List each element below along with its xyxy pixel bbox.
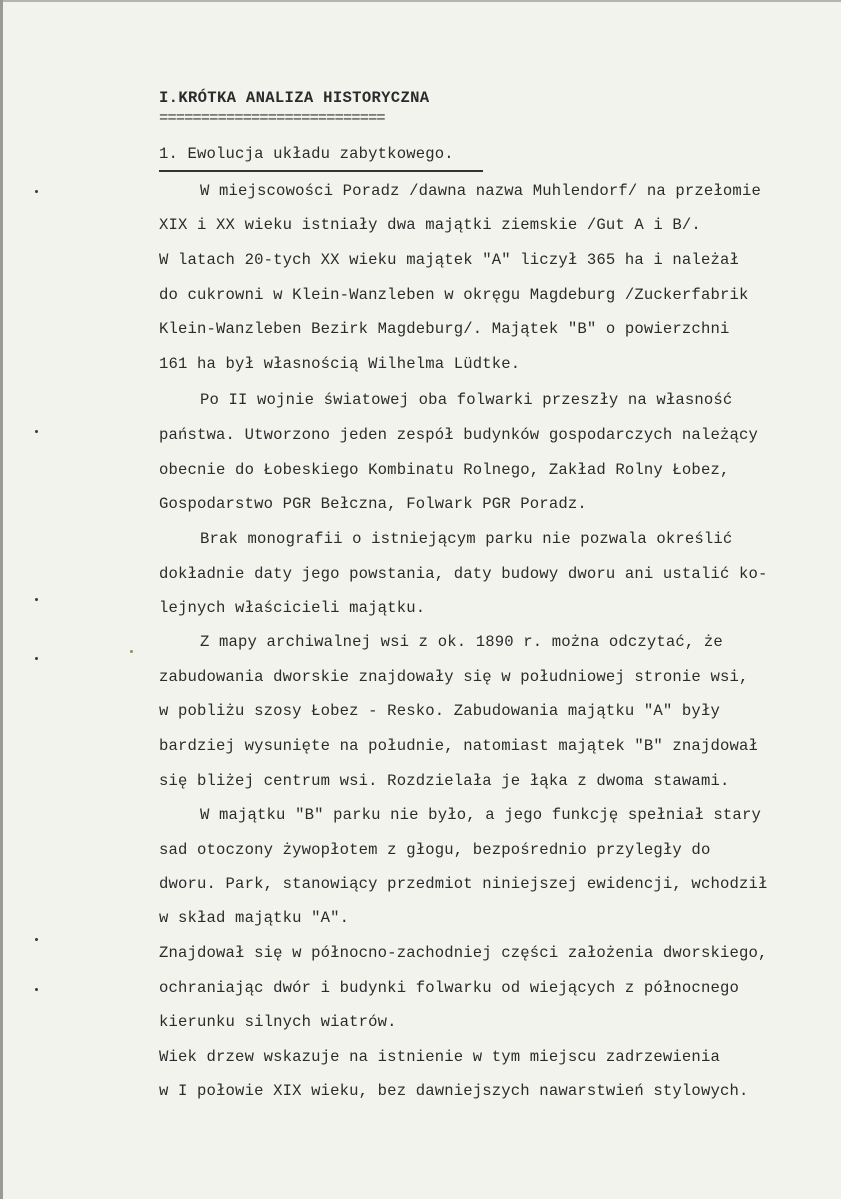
section-heading: I.KRÓTKA ANALIZA HISTORYCZNA xyxy=(159,89,430,107)
text-line: Klein-Wanzleben Bezirk Magdeburg/. Majątek "B" o powierzchni xyxy=(159,320,730,338)
margin-speck xyxy=(35,657,38,660)
text-line: państwa. Utworzono jeden zespół budynków gospodarczych należący xyxy=(159,426,758,444)
margin-speck xyxy=(35,938,38,941)
text-line: ochraniając dwór i budynki folwarku od wiejących z północnego xyxy=(159,979,739,997)
text-line: W miejscowości Poradz /dawna nazwa Muhlendorf/ na przełomie xyxy=(200,182,761,200)
text-line: Gospodarstwo PGR Bełczna, Folwark PGR Poradz. xyxy=(159,495,587,513)
text-line: W latach 20-tych XX wieku majątek "A" liczył 365 ha i należał xyxy=(159,251,739,269)
text-line: Znajdował się w północno-zachodniej części założenia dworskiego, xyxy=(159,944,768,962)
text-line: się bliżej centrum wsi. Rozdzielała je łąka z dwoma stawami. xyxy=(159,772,730,790)
text-line: lejnych właścicieli majątku. xyxy=(159,599,426,617)
text-line: do cukrowni w Klein-Wanzleben w okręgu Magdeburg /Zuckerfabrik xyxy=(159,286,749,304)
text-line: zabudowania dworskie znajdowały się w południowej stronie wsi, xyxy=(159,668,749,686)
margin-speck xyxy=(35,598,38,601)
text-line: W majątku "B" parku nie było, a jego funkcję spełniał stary xyxy=(200,806,761,824)
margin-speck xyxy=(130,650,133,653)
text-line: Brak monografii o istniejącym parku nie pozwala określić xyxy=(200,530,733,548)
heading-double-rule: =========================== xyxy=(159,109,385,127)
text-line: bardziej wysunięte na południe, natomiast majątek "B" znajdował xyxy=(159,737,758,755)
text-line: XIX i XX wieku istniały dwa majątki ziemskie /Gut A i B/. xyxy=(159,216,701,234)
text-line: Po II wojnie światowej oba folwarki przeszły na własność xyxy=(200,391,733,409)
scan-edge-top xyxy=(0,0,841,2)
margin-speck xyxy=(35,430,38,433)
text-line: 161 ha był własnością Wilhelma Lüdtke. xyxy=(159,355,521,373)
text-line: Wiek drzew wskazuje na istnienie w tym miejscu zadrzewienia xyxy=(159,1048,720,1066)
text-line: dworu. Park, stanowiący przedmiot niniejszej ewidencji, wchodził xyxy=(159,875,768,893)
text-line: obecnie do Łobeskiego Kombinatu Rolnego, Zakład Rolny Łobez, xyxy=(159,461,730,479)
text-line: w pobliżu szosy Łobez - Resko. Zabudowania majątku "A" były xyxy=(159,702,720,720)
text-line: Z mapy archiwalnej wsi z ok. 1890 r. można odczytać, że xyxy=(200,633,723,651)
margin-speck xyxy=(35,190,38,193)
scan-edge-left xyxy=(0,0,3,1199)
text-line: sad otoczony żywopłotem z głogu, bezpośrednio przyległy do xyxy=(159,841,711,859)
subsection-heading: 1. Ewolucja układu zabytkowego. xyxy=(159,145,454,163)
text-line: w skład majątku "A". xyxy=(159,909,350,927)
text-line: w I połowie XIX wieku, bez dawniejszych nawarstwień stylowych. xyxy=(159,1082,749,1100)
text-line: kierunku silnych wiatrów. xyxy=(159,1013,397,1031)
text-line: dokładnie daty jego powstania, daty budowy dworu ani ustalić ko- xyxy=(159,565,768,583)
margin-speck xyxy=(35,988,38,991)
subheading-underline xyxy=(159,170,483,172)
